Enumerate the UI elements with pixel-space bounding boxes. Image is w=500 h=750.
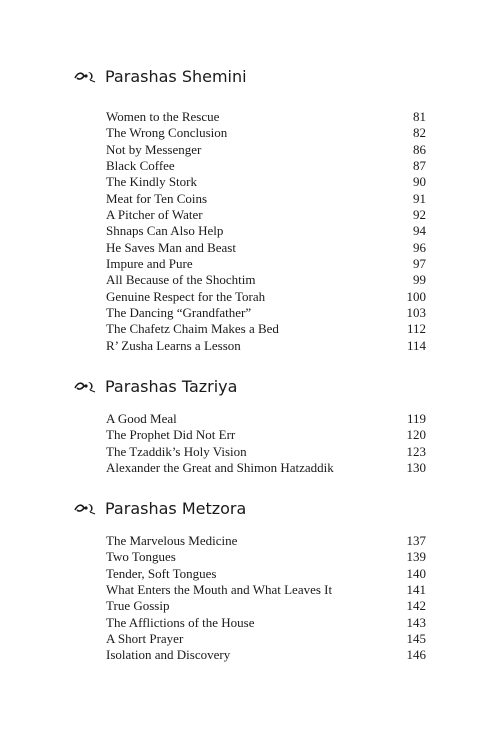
toc-entry[interactable]	[106, 191, 426, 207]
entry-page: 145	[406, 631, 426, 647]
entry-title: Not by Messenger	[106, 141, 202, 157]
entry-title: What Enters the Mouth and What Leaves It	[106, 582, 333, 598]
entry-title: True Gossip	[106, 598, 170, 614]
entry-title: Women to the Rescue	[106, 109, 220, 124]
section-heading	[73, 65, 426, 87]
toc-entry[interactable]	[106, 338, 426, 354]
entry-list	[106, 533, 426, 664]
entry-title: The Marvelous Medicine	[106, 533, 238, 548]
entry-page: 82	[413, 125, 426, 141]
toc-entry[interactable]	[106, 289, 426, 305]
entry-page: 92	[413, 207, 426, 223]
toc-entry[interactable]	[106, 142, 426, 158]
entry-list	[106, 411, 426, 476]
toc-entry[interactable]	[106, 615, 426, 631]
toc-entry[interactable]	[106, 207, 426, 223]
toc-entry[interactable]	[106, 460, 426, 476]
toc-entry[interactable]	[106, 427, 426, 443]
entry-page: 99	[413, 272, 426, 288]
entry-title: Impure and Pure	[106, 256, 193, 272]
toc-entry[interactable]	[106, 305, 426, 321]
toc-entry[interactable]	[106, 174, 426, 190]
toc-entry[interactable]	[106, 109, 426, 125]
entry-title: Genuine Respect for the Torah	[106, 288, 266, 304]
toc-entry[interactable]	[106, 631, 426, 647]
entry-page: 137	[406, 533, 426, 548]
entry-title: Black Coffee	[106, 158, 175, 174]
entry-title: The Dancing “Grandfather”	[106, 305, 252, 321]
entry-title: The Tzaddik’s Holy Vision	[106, 443, 247, 459]
entry-page: 139	[406, 549, 426, 565]
ornament-icon	[73, 501, 97, 515]
toc-entry[interactable]	[106, 647, 426, 663]
entry-title: The Prophet Did Not Err	[106, 427, 236, 443]
section-shemini	[73, 65, 426, 353]
entry-title: The Chafetz Chaim Makes a Bed	[106, 321, 279, 337]
toc-entry[interactable]	[106, 223, 426, 239]
entry-page: 86	[413, 141, 426, 157]
entry-list	[106, 109, 426, 354]
entry-page: 103	[406, 305, 426, 321]
entry-title: Isolation and Discovery	[106, 647, 231, 663]
section-heading	[73, 375, 426, 397]
entry-page: 140	[406, 565, 426, 581]
entry-page: 120	[406, 427, 426, 443]
entry-title: A Pitcher of Water	[106, 207, 203, 223]
entry-page: 146	[406, 647, 426, 663]
entry-title: He Saves Man and Beast	[106, 239, 236, 255]
toc-entry[interactable]	[106, 256, 426, 272]
toc-entry[interactable]	[106, 158, 426, 174]
entry-title: The Afflictions of the House	[106, 614, 255, 630]
entry-title: The Kindly Stork	[106, 174, 197, 190]
ornament-icon	[73, 69, 97, 83]
toc-entry[interactable]	[106, 444, 426, 460]
entry-page: 143	[406, 614, 426, 630]
entry-page: 123	[406, 443, 426, 459]
entry-page: 119	[406, 411, 426, 426]
entry-page: 142	[406, 598, 426, 614]
toc-entry[interactable]	[106, 240, 426, 256]
entry-page: 141	[406, 582, 426, 598]
ornament-icon	[73, 379, 97, 393]
section-title: Parashas Tazriya	[105, 376, 238, 396]
entry-page: 114	[406, 337, 426, 353]
entry-page: 87	[413, 158, 426, 174]
entry-page: 100	[406, 288, 426, 304]
entry-title: A Good Meal	[106, 411, 177, 426]
entry-page: 81	[413, 109, 426, 124]
entry-title: Two Tongues	[106, 549, 176, 565]
toc-entry[interactable]	[106, 125, 426, 141]
entry-page: 90	[413, 174, 426, 190]
entry-title: The Wrong Conclusion	[106, 125, 228, 141]
toc-entry[interactable]	[106, 549, 426, 565]
toc-entry[interactable]	[106, 411, 426, 427]
entry-title: Shnaps Can Also Help	[106, 223, 224, 239]
toc-entry[interactable]	[106, 582, 426, 598]
section-title: Parashas Shemini	[105, 66, 247, 86]
toc-entry[interactable]	[106, 533, 426, 549]
entry-title: A Short Prayer	[106, 631, 184, 647]
toc-entry[interactable]	[106, 598, 426, 614]
entry-page: 96	[413, 239, 426, 255]
toc-entry[interactable]	[106, 321, 426, 337]
entry-title: Alexander the Great and Shimon Hatzaddik	[106, 460, 334, 476]
entry-title: R’ Zusha Learns a Lesson	[106, 337, 241, 353]
entry-title: All Because of the Shochtim	[106, 272, 256, 288]
entry-page: 94	[413, 223, 426, 239]
entry-title: Tender, Soft Tongues	[106, 565, 217, 581]
section-metzora	[73, 497, 426, 663]
section-heading	[73, 497, 426, 519]
entry-title: Meat for Ten Coins	[106, 190, 208, 206]
entry-page: 130	[406, 460, 426, 476]
section-tazriya	[73, 375, 426, 476]
entry-page: 112	[406, 321, 426, 337]
entry-page: 91	[413, 190, 426, 206]
entry-page: 97	[413, 256, 426, 272]
toc-entry[interactable]	[106, 566, 426, 582]
toc-entry[interactable]	[106, 272, 426, 288]
section-title: Parashas Metzora	[105, 498, 247, 518]
